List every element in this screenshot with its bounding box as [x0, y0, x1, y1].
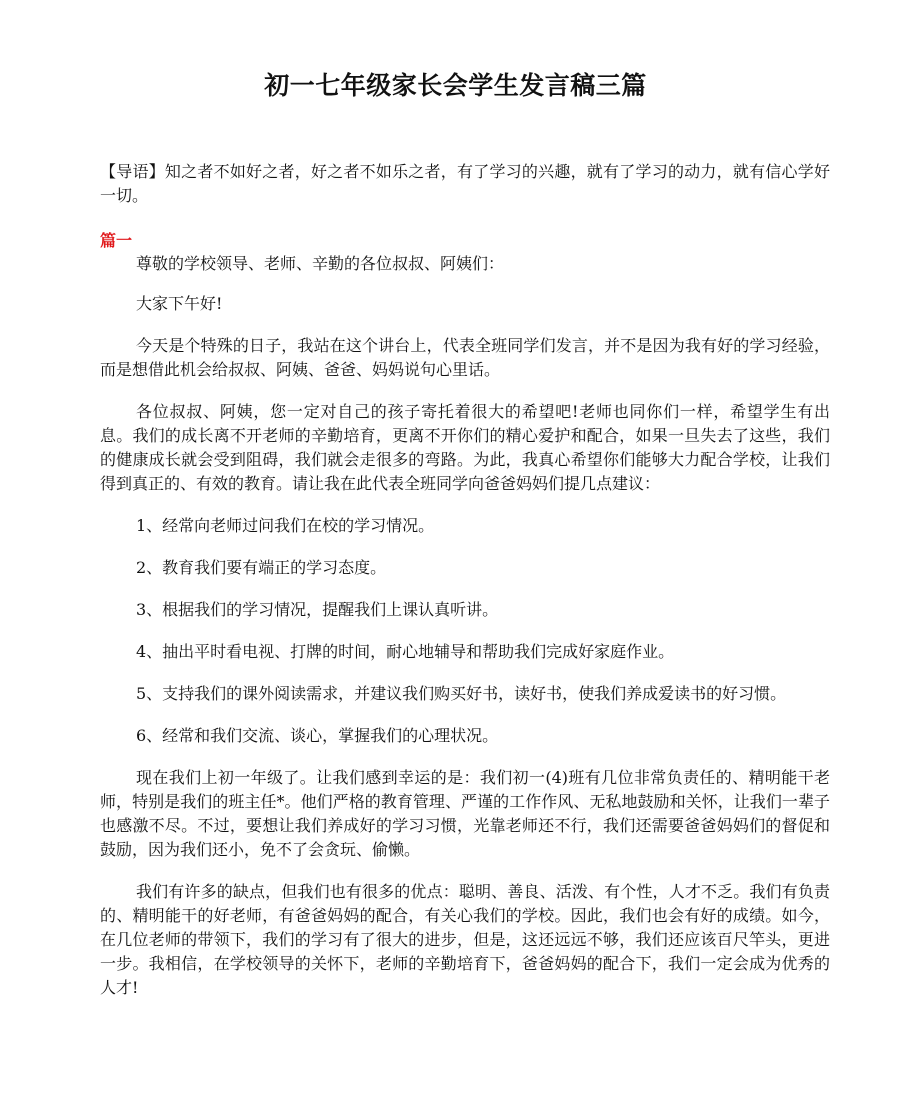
paragraph-class-teachers: 现在我们上初一年级了。让我们感到幸运的是：我们初一(4)班有几位非常负责任的、精明能干老师，特别是我们的班主任*。他们严格的教育管理、严谨的工作作风、无私地鼓励和关怀，让我们一辈子也感激不尽。不过，要想让我们养成好的学习习惯，光靠老师还不行，我们还需要爸爸妈妈们的督促和鼓励，因为我们还小，免不了会贪玩、偷懒。 [100, 768, 830, 859]
paragraph-greeting: 尊敬的学校领导、老师、辛勤的各位叔叔、阿姨们： [136, 254, 505, 273]
section-heading: 篇一 [100, 231, 133, 250]
suggestion-item: 1、经常向老师过问我们在校的学习情况。 [136, 516, 435, 535]
document-body [100, 160, 830, 1018]
suggestion-item: 3、根据我们的学习情况，提醒我们上课认真听讲。 [136, 600, 499, 619]
suggestion-item: 6、经常和我们交流、谈心，掌握我们的心理状况。 [136, 726, 499, 745]
paragraph-appeal: 各位叔叔、阿姨，您一定对自己的孩子寄托着很大的希望吧!老师也同你们一样，希望学生有出息。我们的成长离不开老师的辛勤培育，更离不开你们的精心爱护和配合，如果一旦失去了这些，我们的健康成长就会受到阻碍，我们就会走很多的弯路。为此，我真心希望你们能够大力配合学校，让我们得到真正的、有效的教育。请让我在此代表全班同学向爸爸妈妈们提几点建议： [100, 402, 830, 493]
paragraph-hello: 大家下午好! [136, 294, 223, 313]
document-title: 初一七年级家长会学生发言稿三篇 [264, 71, 647, 100]
intro-paragraph: 【导语】知之者不如好之者，好之者不如乐之者，有了学习的兴趣，就有了学习的动力，就有信心学好一切。 [100, 162, 830, 205]
suggestion-item: 5、支持我们的课外阅读需求，并建议我们购买好书，读好书，使我们养成爱读书的好习惯。 [136, 684, 787, 703]
suggestion-item: 4、抽出平时看电视、打牌的时间，耐心地辅导和帮助我们完成好家庭作业。 [136, 642, 675, 661]
paragraph-conclusion: 我们有许多的缺点，但我们也有很多的优点：聪明、善良、活泼、有个性，人才不乏。我们有负责的、精明能干的好老师，有爸爸妈妈的配合，有关心我们的学校。因此，我们也会有好的成绩。如今，在几位老师的带领下，我们的学习有了很大的进步，但是，这还远远不够，我们还应该百尺竿头，更进一步。我相信，在学校领导的关怀下，老师的辛勤培育下，爸爸妈妈的配合下，我们一定会成为优秀的人才! [100, 882, 830, 997]
suggestion-item: 2、教育我们要有端正的学习态度。 [136, 558, 387, 577]
paragraph-opening: 今天是个特殊的日子，我站在这个讲台上，代表全班同学们发言，并不是因为我有好的学习经验，而是想借此机会给叔叔、阿姨、爸爸、妈妈说句心里话。 [100, 336, 830, 379]
